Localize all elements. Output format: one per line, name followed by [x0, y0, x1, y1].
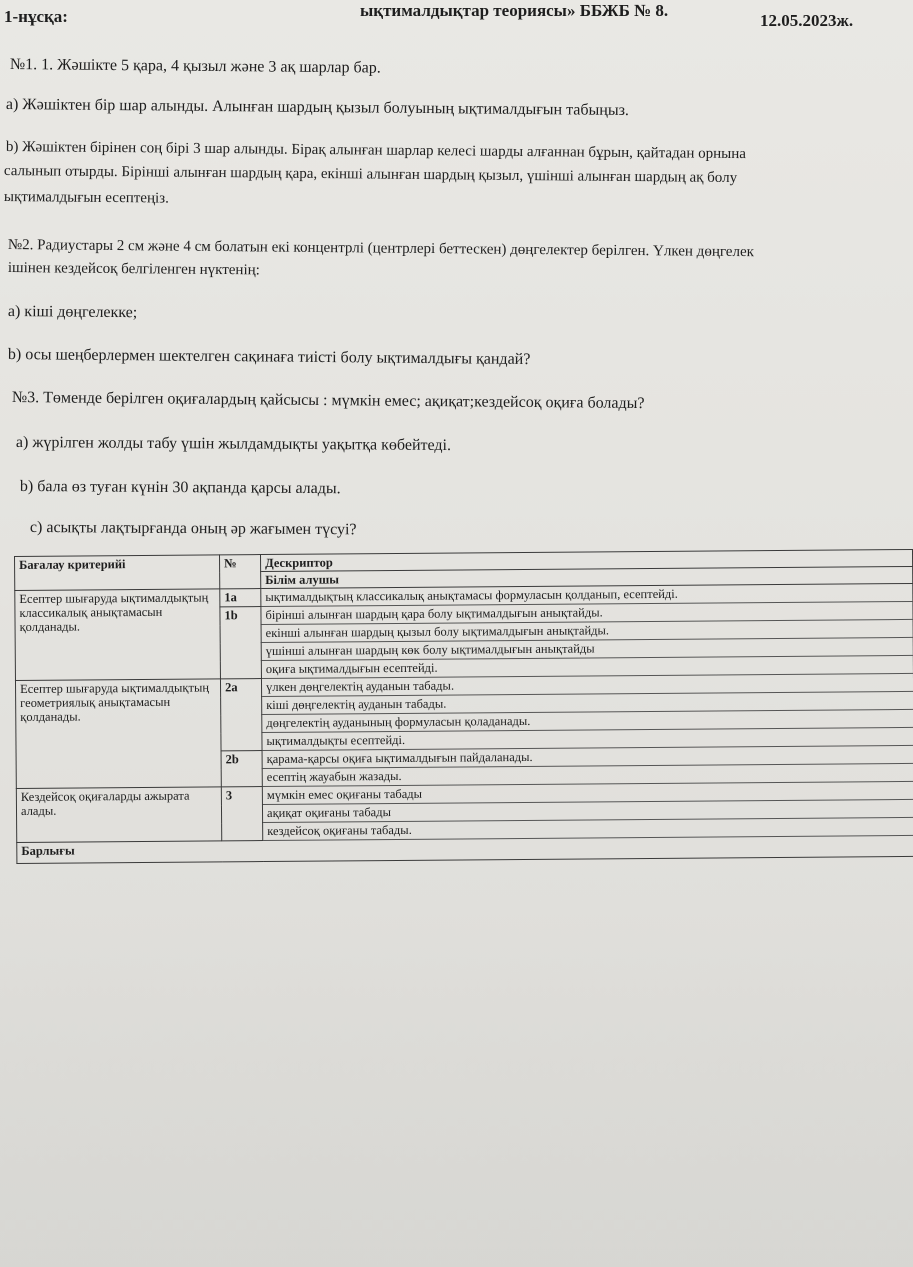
number-cell: 3	[221, 787, 262, 841]
worksheet-title: ықтималдықтар теориясы» ББЖБ № 8.	[360, 1, 669, 20]
number-header: №	[219, 555, 260, 589]
task-3-intro: №3. Төменде берілген оқиғалардың қайсысы : мүмкін емес; ақиқат;кездейсоқ оқиға болады?	[11, 389, 645, 413]
number-cell: 1b	[220, 607, 262, 679]
criterion-cell: Кездейсоқ оқиғаларды ажырата алады.	[16, 787, 221, 843]
descriptor-cell: ықтималдықты есептейді.	[262, 727, 913, 750]
number-cell: 2a	[220, 679, 262, 751]
task-3a: a) жүрілген жолды табу үшін жылдамдықты уақытқа көбейтеді.	[15, 434, 452, 455]
descriptor-cell: қарама-қарсы оқиға ықтималдығын пайдаланады.	[262, 745, 913, 768]
descriptor-cell: үшінші алынған шардың көк болу ықтималдығын анықтайды	[261, 637, 913, 660]
task-1-intro: №1. 1. Жәшікте 5 қара, 4 қызыл және 3 ақ шарлар бар.	[9, 56, 381, 77]
descriptor-cell: мүмкін емес оқиғаны табады	[262, 781, 913, 804]
descriptor-cell: кіші дөңгелектің ауданын табады.	[262, 691, 913, 714]
criterion-cell: Есептер шығаруда ықтималдықтың классикалық анықтамасын қолданады.	[15, 589, 221, 681]
task-3b: b) бала өз туған күнін 30 ақпанда қарсы алады.	[19, 478, 341, 498]
task-3c: c) асықты лақтырғанда оның әр жағымен түсуі?	[29, 519, 357, 539]
task-1b-line1: b) Жәшіктен бірінен соң бірі 3 шар алынды. Бірақ алынған шарлар келесі шарды алғаннан бұрын, қайтадан орнына	[5, 138, 747, 163]
descriptor-cell: оқиға ықтималдығын есептейді.	[261, 655, 913, 678]
task-1a: a) Жәшіктен бір шар алынды. Алынған шардың қызыл болуының ықтималдығын табыңыз.	[5, 96, 630, 119]
number-cell: 1a	[220, 589, 261, 607]
descriptor-cell: кездейсоқ оқиғаны табады.	[263, 817, 913, 840]
descriptor-cell: ықтималдықтың классикалық анықтамасы формуласын қолданып, есептейді.	[261, 583, 913, 606]
task-1b-line3: ықтималдығын есептеңіз.	[3, 188, 169, 207]
task-2-intro: №2. Радиустары 2 см және 4 см болатын екі концентрлі (центрлері беттескен) дөңгелектер берілген. Үлкен дөңгелек	[7, 236, 755, 261]
descriptor-cell: үлкен дөңгелектің ауданын табады.	[261, 673, 913, 696]
task-1b-line2: салынып отырды. Бірінші алынған шардың қара, екінші алынған шардың қызыл, үшінші алынған шардың ақ болу	[3, 162, 738, 187]
descriptor-cell: дөңгелектің ауданының формуласын қоладанады.	[262, 709, 913, 732]
descriptor-cell: бірінші алынған шардың қара болу ықтималдығын анықтайды.	[261, 601, 913, 624]
variant-label: 1-нұсқа:	[4, 7, 68, 26]
descriptor-cell: ақиқат оқиғаны табады	[262, 799, 913, 822]
descriptor-subheader: Білім алушы	[261, 566, 913, 588]
descriptor-header: Дескриптор	[260, 549, 912, 571]
criterion-cell: Есептер шығаруда ықтималдықтың геометриялық анықтамасын қолданады.	[15, 679, 221, 789]
criterion-header: Бағалау критерийі	[15, 555, 220, 591]
task-2b: b) осы шеңберлермен шектелген сақинаға тиісті болу ықтималдығы қандай?	[7, 346, 531, 369]
task-2-intro-cont: ішінен кездейсоқ белгіленген нүктенің:	[7, 259, 260, 279]
worksheet-date: 12.05.2023ж.	[760, 11, 854, 30]
descriptor-cell: екінші алынған шардың қызыл болу ықтималдығын анықтайды.	[261, 619, 913, 642]
number-cell: 2b	[221, 751, 262, 787]
total-label: Барлығы	[17, 835, 913, 863]
task-2a: a) кіші дөңгелекке;	[7, 303, 138, 322]
paper-shadow	[0, 900, 913, 1267]
descriptor-cell: есептің жауабын жазады.	[262, 763, 913, 786]
assessment-criteria-table	[14, 549, 913, 864]
